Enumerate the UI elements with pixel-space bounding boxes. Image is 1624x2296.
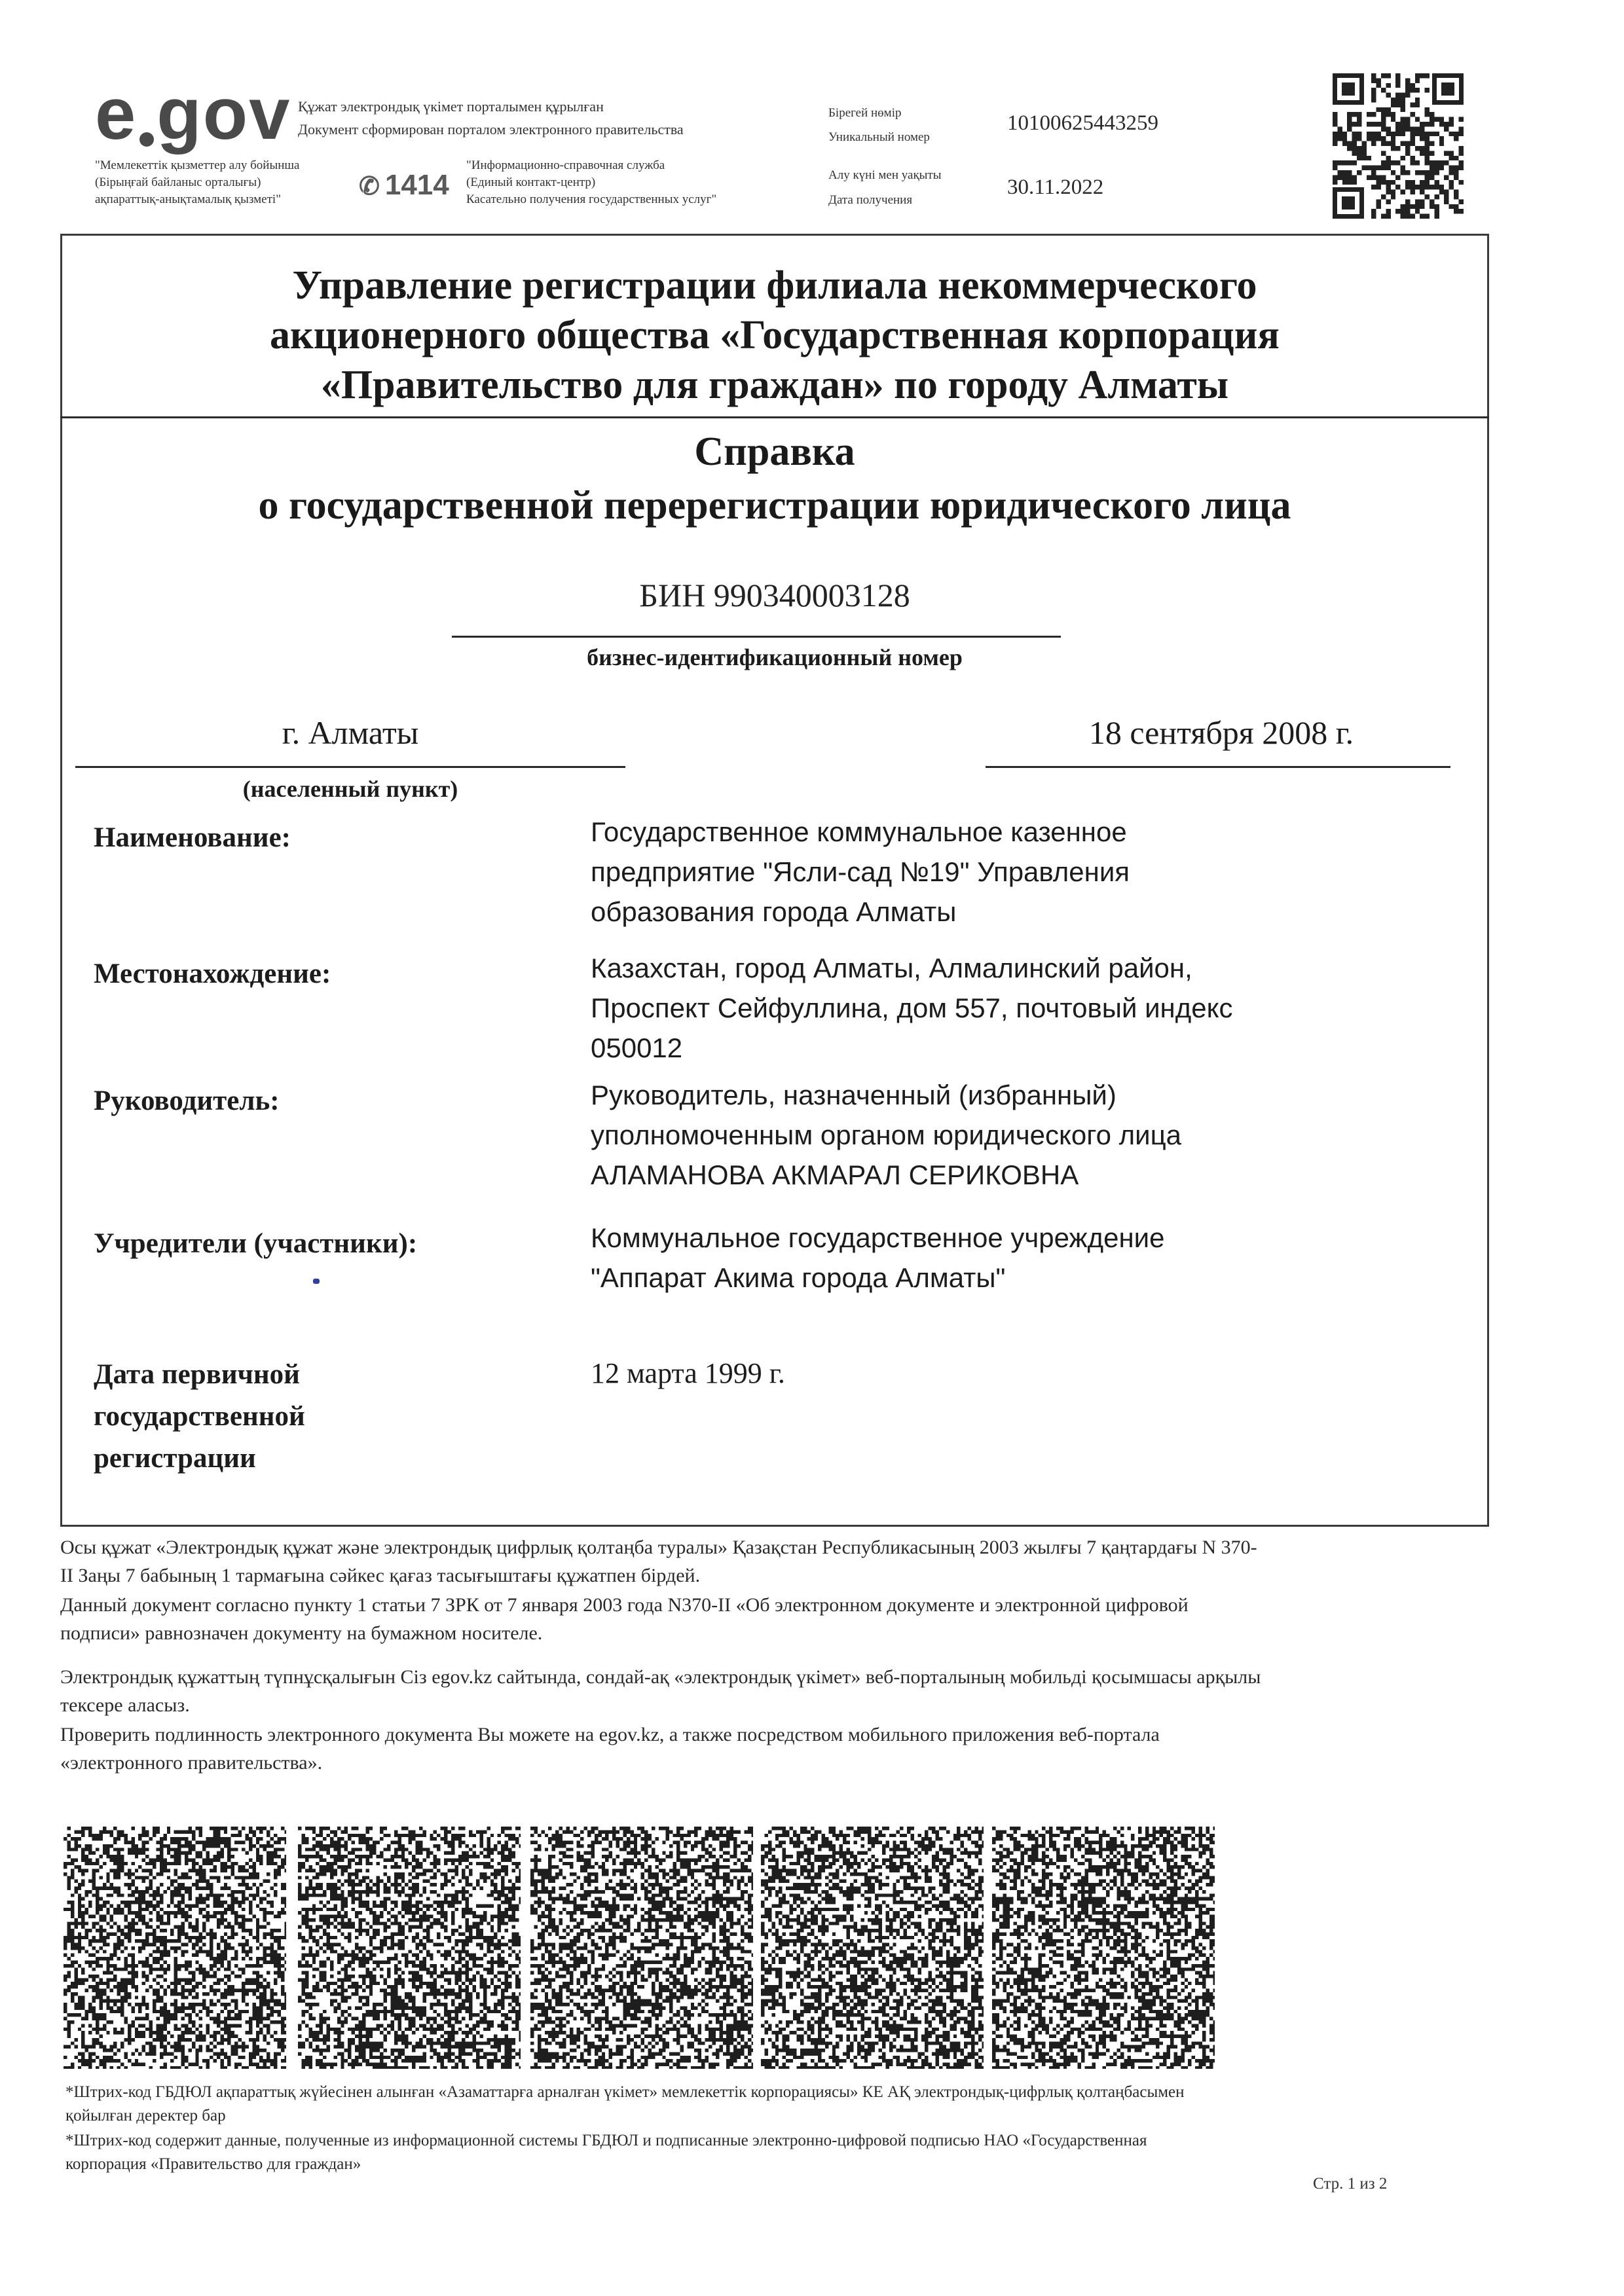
qr-code [1333, 73, 1464, 219]
contact-center-ru [466, 157, 833, 208]
first-registration-label [94, 1354, 305, 1480]
registration-date: 18 сентября 2008 г. [1088, 714, 1354, 751]
barcode-block-3 [530, 1827, 753, 2069]
barcode-note-ru-line: *Штрих-код содержит данные, полученные из информационной системы ГБДЮЛ и подписанные электронно-цифровой подписью НАО «Государственная [65, 2132, 1147, 2149]
verify-notice-kz-line: тексере аласыз. [60, 1694, 190, 1716]
legal-notice-kz-line: Осы құжат «Электрондық құжат және электрондық цифрлық қолтаңба туралы» Қазақстан Республикасының 2003 жылғы 7 қаңтардағы N 370- [60, 1537, 1257, 1558]
verify-notice-kz [60, 1663, 1501, 1719]
egov-logo: e gov [95, 73, 291, 155]
unique-number-label-kz: Бірегей нөмір [828, 106, 902, 120]
barcode-note-ru-line: корпорация «Правительство для граждан» [65, 2155, 361, 2173]
barcode-note-kz-line: қойылған деректер бар [65, 2107, 226, 2124]
barcode-block-5 [992, 1827, 1215, 2069]
settlement-name: г. Алматы [282, 714, 419, 751]
location-label: Местонахождение: [94, 958, 331, 989]
legal-notice-ru-line: Данный документ согласно пункту 1 статьи 7 ЗРК от 7 января 2003 года N370-II «Об электронном документе и электронной цифровой [60, 1594, 1189, 1616]
date-received-label-kz: Алу күні мен уақыты [828, 168, 942, 182]
verify-notice-kz-line: Электрондық құжаттың түпнұсқалығын Сіз egov.kz сайтында, сондай-ақ «электрондық үкімет» веб-порталының мобильді қосымшасы арқылы [60, 1666, 1261, 1688]
date-received-value: 30.11.2022 [1007, 175, 1104, 199]
phone-number: 1414 [384, 169, 449, 201]
founders-label: Учредители (участники): [94, 1228, 418, 1259]
bin-number: БИН 990340003128 [639, 577, 910, 613]
barcode-note-ru [65, 2129, 1506, 2176]
legal-notice-ru [60, 1591, 1501, 1647]
bin-caption: бизнес-идентификационный номер [587, 644, 963, 670]
page-number: Стр. 1 из 2 [1313, 2175, 1388, 2193]
date-underline [986, 766, 1450, 768]
ink-speck [313, 1279, 320, 1284]
founders-value [591, 1218, 1455, 1298]
issuing-authority-line: Управление регистрации филиала некоммерческого [292, 263, 1257, 308]
contact-center-kz-line: "Мемлекеттік қызметтер алу бойынша [95, 158, 300, 172]
document-title: Справка [694, 429, 855, 474]
head-label: Руководитель: [94, 1085, 280, 1116]
legal-notice-ru-line: подписи» равнозначен документу на бумажном носителе. [60, 1622, 543, 1644]
contact-center-ru-line: "Информационно-справочная служба [466, 158, 665, 172]
barcode-block-4 [761, 1827, 984, 2069]
location-value [591, 948, 1455, 1068]
verify-notice-ru-line: Проверить подлинность электронного документа Вы можете на egov.kz, а также посредством мобильного приложения веб-портала [60, 1724, 1160, 1745]
issuing-authority [60, 261, 1489, 410]
barcode-block-1 [64, 1827, 286, 2069]
barcode-note-kz-line: *Штрих-код ГБДЮЛ ақпараттық жүйесінен алынған «Азаматтарға арналған үкімет» мемлекеттік корпорациясы» КЕ АҚ электрондық-цифрлық қолтаңбасымен [65, 2083, 1185, 2101]
first-registration-value: 12 марта 1999 г. [591, 1357, 785, 1389]
name-value-line: образования города Алматы [591, 896, 957, 927]
first-registration-label-line: регистрации [94, 1443, 256, 1474]
unique-number-label-ru: Уникальный номер [828, 130, 930, 144]
portal-line-kz: Құжат электрондық үкімет порталымен құрылған [298, 98, 604, 115]
name-value-line: Государственное коммунальное казенное [591, 816, 1127, 847]
barcode-note-kz [65, 2081, 1506, 2128]
settlement-caption: (населенный пункт) [242, 776, 458, 802]
contact-center-ru-line: (Единый контакт-центр) [466, 175, 596, 189]
head-value-line: АЛАМАНОВА АКМАРАЛ СЕРИКОВНА [591, 1159, 1079, 1190]
bin-underline [452, 636, 1061, 638]
legal-notice-kz [60, 1533, 1501, 1590]
date-received-label-ru: Дата получения [828, 193, 913, 207]
founders-value-line: Коммунальное государственное учреждение [591, 1222, 1165, 1253]
head-value-line: уполномоченным органом юридического лица [591, 1120, 1182, 1150]
title-divider [60, 416, 1489, 418]
verify-notice-ru [60, 1721, 1501, 1777]
name-value [591, 812, 1455, 932]
settlement-underline [75, 766, 625, 768]
contact-center-kz-line: (Бірыңғай байланыс орталығы) [95, 175, 261, 189]
document-subtitle: о государственной перерегистрации юридического лица [258, 483, 1291, 528]
legal-notice-kz-line: II Заңы 7 бабының 1 тармағына сәйкес қағаз тасығыштағы құжатпен бірдей. [60, 1565, 701, 1586]
location-value-line: 050012 [591, 1032, 683, 1063]
barcode-block-2 [298, 1827, 521, 2069]
issuing-authority-line: акционерного общества «Государственная корпорация [270, 313, 1280, 357]
unique-number-value: 10100625443259 [1007, 111, 1158, 135]
contact-phone [359, 169, 449, 202]
verify-notice-ru-line: «электронного правительства». [60, 1752, 323, 1774]
location-value-line: Проспект Сейфуллина, дом 557, почтовый индекс [591, 993, 1233, 1023]
first-registration-label-line: Дата первичной [94, 1359, 300, 1390]
contact-center-ru-line: Касательно получения государственных услуг" [466, 192, 717, 206]
founders-value-line: "Аппарат Акима города Алматы" [591, 1262, 1006, 1293]
phone-icon: ✆ [359, 173, 380, 200]
first-registration-label-line: государственной [94, 1401, 305, 1432]
name-label: Наименование: [94, 822, 291, 853]
name-value-line: предприятие "Ясли-сад №19" Управления [591, 856, 1130, 887]
head-value-line: Руководитель, назначенный (избранный) [591, 1080, 1116, 1110]
head-value [591, 1075, 1455, 1195]
contact-center-kz [95, 157, 357, 208]
portal-line-ru: Документ сформирован порталом электронного правительства [298, 121, 684, 137]
issuing-authority-line: «Правительство для граждан» по городу Алматы [320, 363, 1229, 407]
contact-center-kz-line: ақпараттық-анықтамалық қызметі" [95, 192, 281, 206]
location-value-line: Казахстан, город Алматы, Алмалинский район, [591, 953, 1192, 983]
logo-dot-icon [139, 132, 154, 147]
